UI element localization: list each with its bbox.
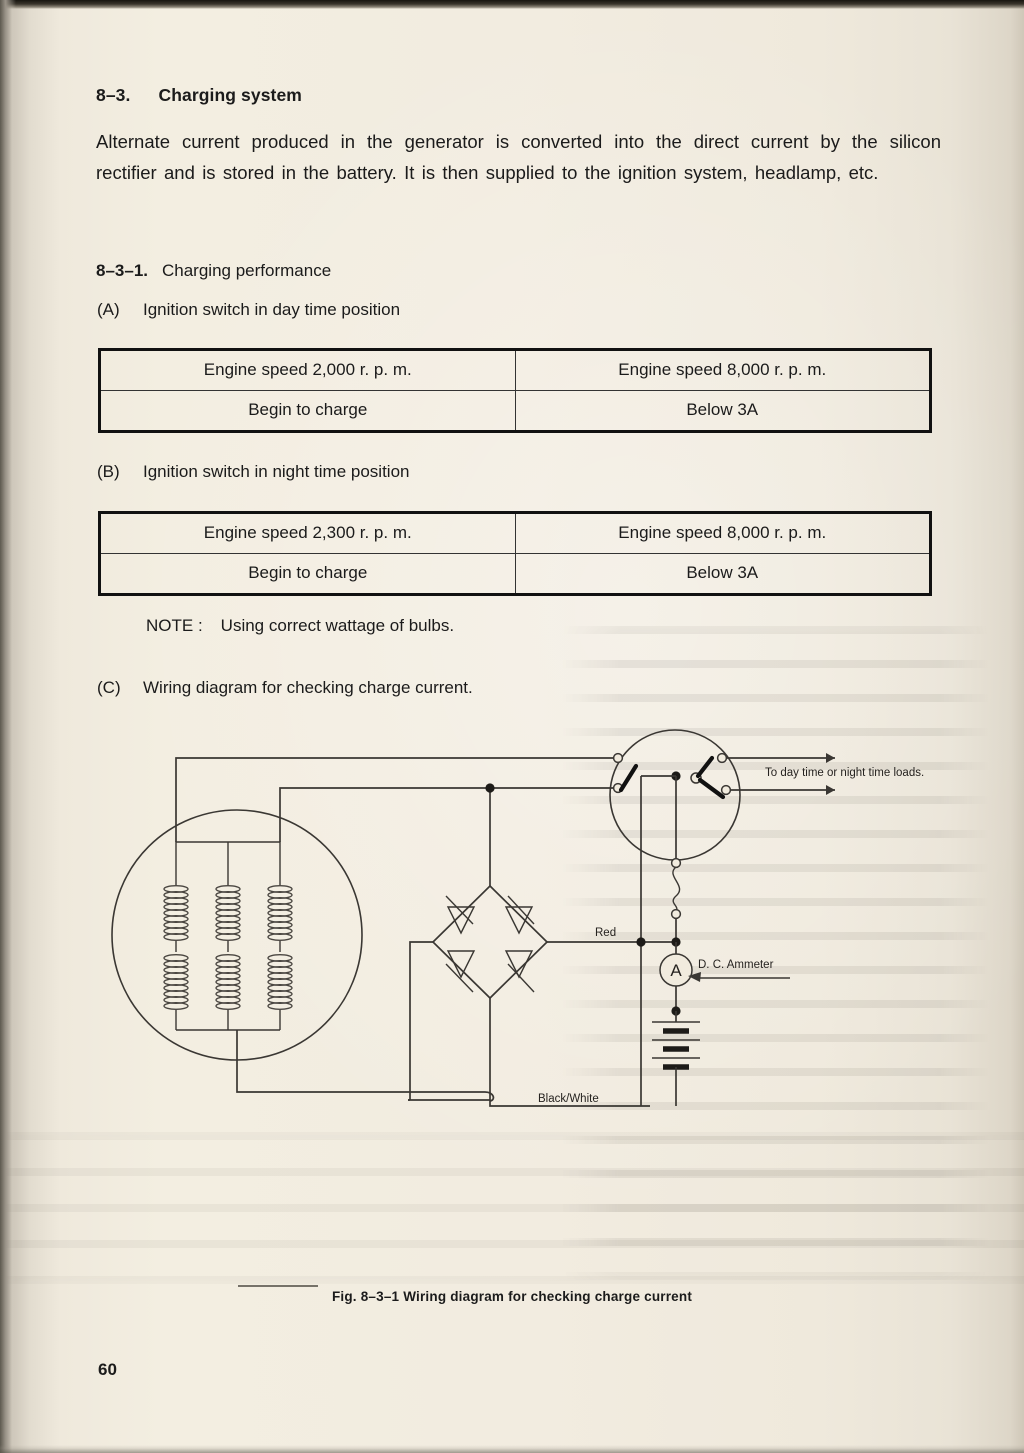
item-c-text: Wiring diagram for checking charge current.	[143, 678, 473, 697]
junction-dot-switch-rail	[636, 937, 645, 946]
loads-label: To day time or night time loads.	[765, 767, 925, 779]
table-cell: Engine speed 8,000 r. p. m.	[515, 350, 931, 391]
battery	[652, 1006, 700, 1106]
silicon-rectifier-bridge	[433, 886, 547, 998]
switch-blade-right-upper	[698, 758, 712, 776]
generator-coil-3-lower	[268, 955, 292, 1030]
subsection-title-text: Charging performance	[162, 261, 332, 280]
switch-terminal-left-top	[614, 754, 623, 763]
note-text: Using correct wattage of bulbs.	[220, 616, 455, 635]
arrowhead-night	[826, 785, 835, 795]
table-row	[100, 513, 931, 554]
page-title	[96, 85, 302, 106]
charging-table-day	[98, 348, 932, 433]
fuse-element	[673, 867, 680, 911]
wiring-diagram	[90, 700, 970, 1130]
table-cell: Begin to charge	[100, 554, 516, 595]
section-number: 8–3.	[96, 85, 131, 105]
ammeter-callout-label: D. C. Ammeter	[698, 959, 774, 971]
black-white-wire-label: Black/White	[538, 1093, 599, 1105]
generator-coil-1-upper	[164, 880, 188, 952]
table-row	[100, 554, 931, 595]
table-cell: Engine speed 8,000 r. p. m.	[515, 513, 931, 554]
rectifier-body	[433, 886, 547, 998]
arrowhead-day	[826, 753, 835, 763]
item-b-mark: (B)	[97, 462, 120, 481]
note-label: NOTE :	[146, 616, 203, 635]
fuse-terminal-top	[672, 859, 681, 868]
charging-table-night	[98, 511, 932, 596]
generator-coil-2-upper	[216, 880, 240, 952]
table-cell: Below 3A	[515, 554, 931, 595]
table-cell: Begin to charge	[100, 391, 516, 432]
table-cell: Below 3A	[515, 391, 931, 432]
subsection-heading	[96, 261, 331, 281]
item-a-text: Ignition switch in day time position	[143, 300, 401, 319]
table-row	[100, 350, 931, 391]
fuse-terminal-bottom	[672, 910, 681, 919]
scan-edge-bottom	[0, 1445, 1024, 1453]
generator-coil-3-upper	[268, 880, 292, 952]
page-number: 60	[98, 1360, 117, 1379]
generator-coil-2-lower	[216, 955, 240, 1030]
wire-rectifier-bottom-terminal	[490, 998, 650, 1106]
fuse	[672, 859, 681, 942]
intro-paragraph: Alternate current produced in the generator is converted into the direct current by the silicon rectifier and is stored in the battery. It is then supplied to the ignition system, headlamp, etc.	[96, 131, 941, 183]
junction-dot-switch-feed	[485, 783, 494, 792]
item-b-text: Ignition switch in night time position	[143, 462, 410, 481]
dc-ammeter	[660, 942, 790, 1011]
item-b	[97, 462, 409, 482]
section-title-text: Charging system	[158, 85, 302, 105]
wire-generator-to-switch-upper	[176, 758, 616, 842]
wire-rectifier-left-terminal	[410, 942, 433, 1100]
ammeter-symbol: A	[670, 961, 682, 980]
scan-edge-top	[0, 0, 1024, 9]
switch-terminal-right-top	[718, 754, 727, 763]
subsection-number: 8–3–1.	[96, 261, 148, 280]
load-output-arrows	[727, 753, 924, 795]
diode-bottom-left	[446, 951, 474, 992]
table-cell: Engine speed 2,300 r. p. m.	[100, 513, 516, 554]
item-c-mark: (C)	[97, 678, 121, 697]
generator-assembly	[112, 810, 362, 1060]
red-wire-label: Red	[595, 927, 617, 939]
table-row	[100, 391, 931, 432]
caption-rule	[238, 1285, 318, 1287]
scan-edge-left	[0, 0, 16, 1453]
item-c	[97, 678, 473, 698]
figure-caption: Fig. 8–3–1 Wiring diagram for checking charge current	[331, 1289, 693, 1304]
switch-terminal-right-bottom	[722, 786, 731, 795]
note	[146, 616, 454, 636]
item-a-mark: (A)	[97, 300, 120, 319]
table-cell: Engine speed 2,000 r. p. m.	[100, 350, 516, 391]
item-a	[97, 300, 400, 320]
diode-bottom-right	[506, 951, 534, 992]
generator-coil-1-lower	[164, 955, 188, 1030]
wire-generator-bottom-out	[237, 1030, 435, 1092]
wire-generator-to-switch-lower	[280, 788, 616, 842]
switch-blade-right-lower	[700, 780, 723, 797]
switch-blade-left	[621, 766, 636, 790]
